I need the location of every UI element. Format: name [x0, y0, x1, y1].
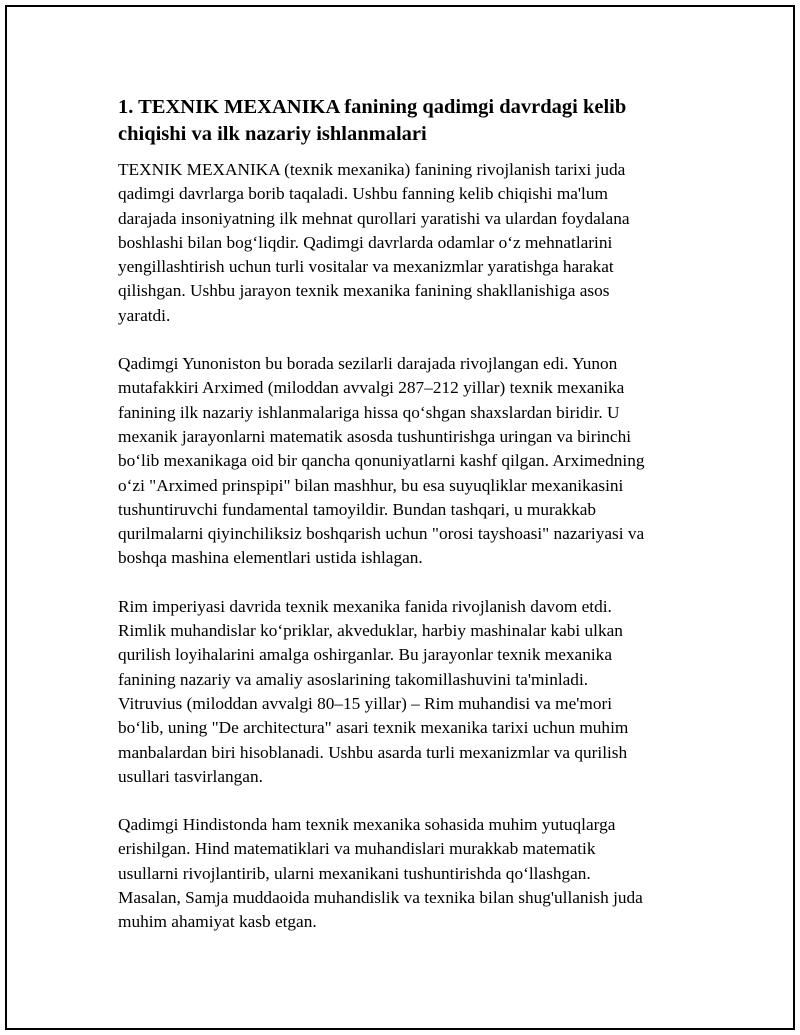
document-title: 1. TEXNIK MEXANIKA fanining qadimgi davrdagi kelib chiqishi va ilk nazariy ishlanmalari: [118, 96, 627, 145]
paragraph-india: Qadimgi Hindistonda ham texnik mexanika sohasida muhim yutuqlarga erishilgan. Hind matematiklari va muhandislari murakkab matematik usullarni rivojlantirib, ularni mexanikani tushuntirishda qo‘llashgan. Masalan, Samja muddaoida muhandislik va texnika bilan shug'ullanish juda muhim ahamiyat kasb etgan.: [118, 815, 643, 932]
paragraph-greece: Qadimgi Yunoniston bu borada sezilarli darajada rivojlangan edi. Yunon mutafakkiri Arximed (miloddan avvalgi 287–212 yillar) texnik mexanika fanining ilk nazariy ishlanmalariga hissa qo‘shgan shaxslardan biridir. U mexanik jarayonlarni matematik asosda tushuntirishga uringan va birinchi bo‘lib mexanikaga oid bir qancha qonuniyatlarni kashf qilgan. Arximedning o‘zi "Arximed prinspipi" bilan mashhur, bu esa suyuqliklar mexanikasini tushuntiruvchi fundamental tamoyildir. Bundan tashqari, u murakkab qurilmalarni qiyinchiliksiz boshqarish uchun "orosi tayshoasi" nazariyasi va boshqa mashina elementlari ustida ishlagan.: [118, 354, 645, 568]
paragraph-origins: TEXNIK MEXANIKA (texnik mexanika) fanining rivojlanish tarixi juda qadimgi davrlarga borib taqaladi. Ushbu fanning kelib chiqishi ma'lum darajada insoniyatning ilk mehnat qurollari yaratishi va ulardan foydalana boshlashi bilan bog‘liqdir. Qadimgi davrlarda odamlar o‘z mehnatlarini yengillashtirish uchun turli vositalar va mexanizmlar yaratishga harakat qilishgan. Ushbu jarayon texnik mexanika fanining shakllanishiga asos yaratdi.: [118, 160, 630, 325]
paragraph-rome: Rim imperiyasi davrida texnik mexanika fanida rivojlanish davom etdi. Rimlik muhandislar ko‘priklar, akveduklar, harbiy mashinalar kabi ulkan qurilish loyihalarini amalga oshirganlar. Bu jarayonlar texnik mexanika fanining nazariy va amaliy asoslarining takomillashuvini ta'minladi. Vitruvius (miloddan avvalgi 80–15 yillar) – Rim muhandisi va me'mori bo‘lib, uning "De architectura" asari texnik mexanika tarixi uchun muhim manbalardan biri hisoblanadi. Ushbu asarda turli mexanizmlar va qurilish usullari tasvirlangan.: [118, 596, 629, 786]
document-body: [118, 94, 688, 959]
